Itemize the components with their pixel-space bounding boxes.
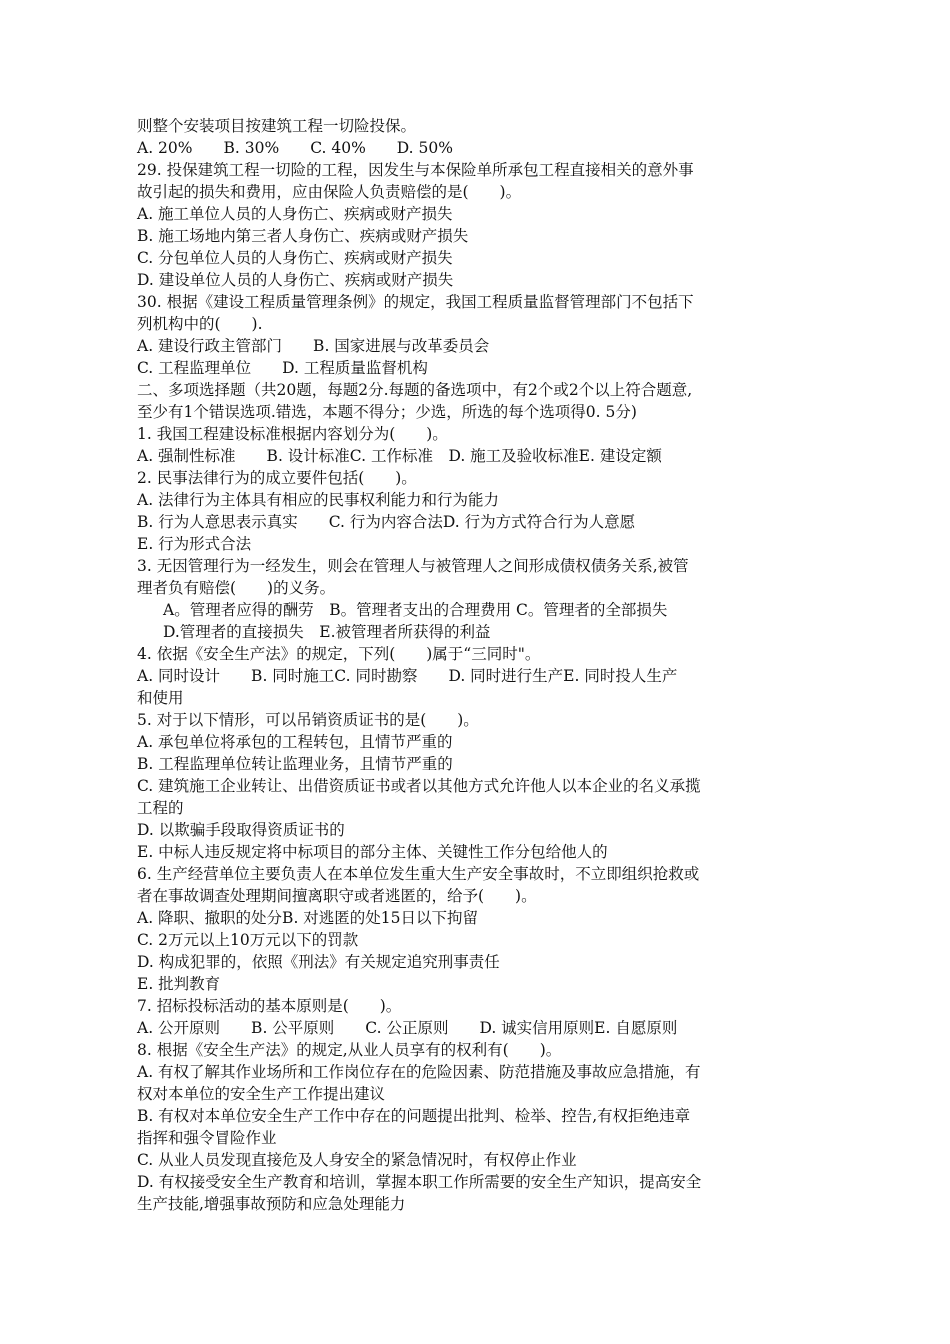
text-line: 和使用 <box>137 689 184 707</box>
text-line: 生产技能,增强事故预防和应急处理能力 <box>137 1195 406 1213</box>
text-line: 者在事故调查处理期间擅离职守或者逃匿的，给予( )。 <box>137 887 537 905</box>
text-line: 8. 根据《安全生产法》的规定,从业人员享有的权利有( )。 <box>137 1041 562 1059</box>
text-line: C. 分包单位人员的人身伤亡、疾病或财产损失 <box>137 249 453 267</box>
text-line: D. 建设单位人员的人身伤亡、疾病或财产损失 <box>137 271 454 289</box>
text-line: C. 从业人员发现直接危及人身安全的紧急情况时，有权停止作业 <box>137 1151 577 1169</box>
text-line: E. 中标人违反规定将中标项目的部分主体、关键性工作分包给他人的 <box>137 843 608 861</box>
text-line: D. 构成犯罪的，依照《刑法》有关规定追究刑事责任 <box>137 953 500 971</box>
text-line: 29. 投保建筑工程一切险的工程，因发生与本保险单所承包工程直接相关的意外事 <box>137 161 694 179</box>
document-body <box>137 115 837 1215</box>
text-line: A. 公开原则 B. 公平原则 C. 公正原则 D. 诚实信用原则E. 自愿原则 <box>137 1019 678 1037</box>
text-line: 4. 依据《安全生产法》的规定，下列( )属于“三同时"。 <box>137 645 541 663</box>
text-line: A. 有权了解其作业场所和工作岗位存在的危险因素、防范措施及事故应急措施，有 <box>137 1063 701 1081</box>
text-line: 工程的 <box>137 799 184 817</box>
text-line: 30. 根据《建设工程质量管理条例》的规定，我国工程质量监督管理部门不包括下 <box>137 293 694 311</box>
text-line: C. 工程监理单位 D. 工程质量监督机构 <box>137 359 428 377</box>
text-line: A. 承包单位将承包的工程转包，且情节严重的 <box>137 733 453 751</box>
text-line: B. 有权对本单位安全生产工作中存在的问题提出批判、检举、控告,有权拒绝违章 <box>137 1107 691 1125</box>
text-line: 1. 我国工程建设标准根据内容划分为( )。 <box>137 425 448 443</box>
text-line: A. 同时设计 B. 同时施工C. 同时勘察 D. 同时进行生产E. 同时投人生产 <box>137 667 678 685</box>
text-line: B. 行为人意思表示真实 C. 行为内容合法D. 行为方式符合行为人意愿 <box>137 513 636 531</box>
text-line: 权对本单位的安全生产工作提出建议 <box>137 1085 386 1103</box>
text-line: 5. 对于以下情形，可以吊销资质证书的是( )。 <box>137 711 479 729</box>
text-line: E. 批判教育 <box>137 975 221 993</box>
text-line: 3. 无因管理行为一经发生，则会在管理人与被管理人之间形成债权债务关系,被管 <box>137 557 689 575</box>
text-line: 至少有1个错误选项.错选，本题不得分；少选，所选的每个选项得0. 5分) <box>137 403 637 421</box>
text-line: A. 降职、撤职的处分B. 对逃匿的处15日以下拘留 <box>137 909 479 927</box>
text-line: 7. 招标投标活动的基本原则是( )。 <box>137 997 402 1015</box>
text-line: 6. 生产经营单位主要负责人在本单位发生重大生产安全事故时，不立即组织抢救或 <box>137 865 700 883</box>
text-line: B. 施工场地内第三者人身伤亡、疾病或财产损失 <box>137 227 469 245</box>
text-line: A. 20% B. 30% C. 40% D. 50% <box>137 139 453 157</box>
text-line: 故引起的损失和费用，应由保险人负责赔偿的是( )。 <box>137 183 522 201</box>
text-line: A. 强制性标准 B. 设计标准C. 工作标准 D. 施工及验收标准E. 建设定额 <box>137 447 662 465</box>
text-line: D.管理者的直接损失 E.被管理者所获得的利益 <box>163 623 491 641</box>
text-line: A. 法律行为主体具有相应的民事权利能力和行为能力 <box>137 491 500 509</box>
text-line: A. 建设行政主管部门 B. 国家进展与改革委员会 <box>137 337 490 355</box>
text-line: B. 工程监理单位转让监理业务，且情节严重的 <box>137 755 453 773</box>
text-line: C. 建筑施工企业转让、出借资质证书或者以其他方式允许他人以本企业的名义承揽 <box>137 777 701 795</box>
text-line: 2. 民事法律行为的成立要件包括( )。 <box>137 469 417 487</box>
text-line: 理者负有赔偿( )的义务。 <box>137 579 336 597</box>
text-line: 指挥和强令冒险作业 <box>137 1129 277 1147</box>
text-line: C. 2万元以上10万元以下的罚款 <box>137 931 359 949</box>
text-line: E. 行为形式合法 <box>137 535 252 553</box>
text-line: 则整个安装项目按建筑工程一切险投保。 <box>137 117 417 135</box>
text-line: D. 以欺骗手段取得资质证书的 <box>137 821 345 839</box>
text-line: A. 施工单位人员的人身伤亡、疾病或财产损失 <box>137 205 453 223</box>
text-line: A。管理者应得的酬劳 B。管理者支出的合理费用 C。管理者的全部损失 <box>163 601 668 619</box>
text-line: 二、多项选择题（共20题，每题2分.每题的备选项中，有2个或2个以上符合题意, <box>137 381 693 399</box>
text-line: 列机构中的( ). <box>137 315 263 333</box>
text-line: D. 有权接受安全生产教育和培训，掌握本职工作所需要的安全生产知识，提高安全 <box>137 1173 702 1191</box>
